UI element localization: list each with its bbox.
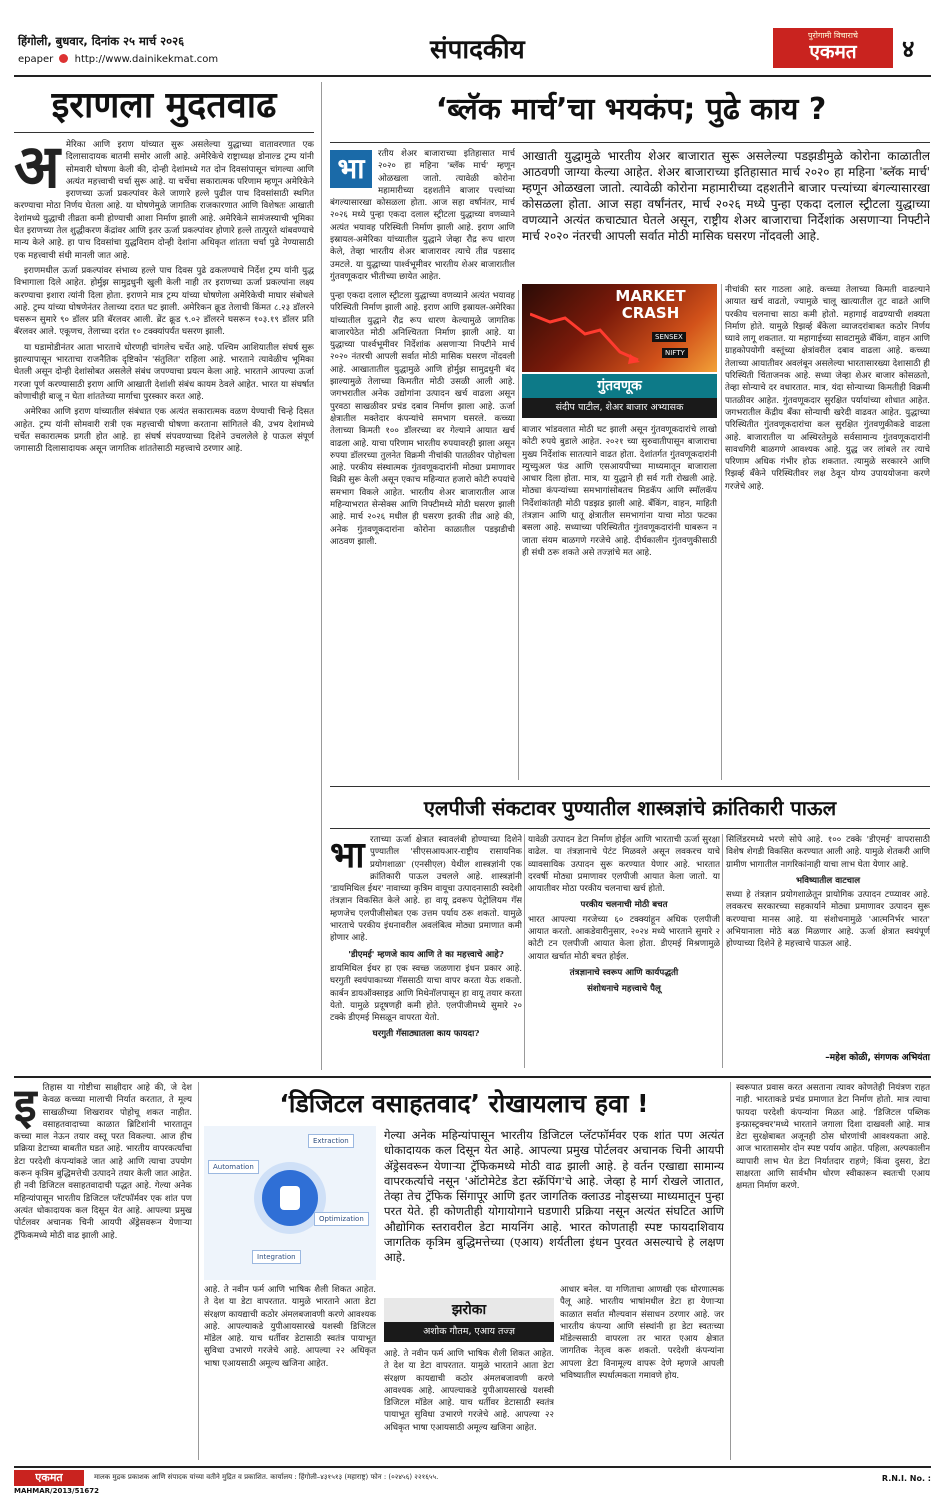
logo-tagline: पुरोगामी विचाराचे bbox=[808, 31, 858, 40]
digital-mid-text-2: आधार बनेल. या गणिताचा आणखी एक धोरणात्मक पैलू आहे. भारतीय भाषांमधील डेटा हा येणाऱ्या काळात सर्वात मौल्यवान संसाधन ठरणार आहे. जर भारतीय कंपन्या आणि संस्थांनी हा डेटा स्वतःच्या मॉडेल्ससाठी वापरला तर भारत एआय क्षेत्रात जागतिक नेतृत्व करू शकतो. परदेशी कंपन्यांना आपला डेटा विनामूल्य वापरू देणे म्हणजे आपली भविष्यातील स्पर्धात्मकता गमावणे होय. bbox=[560, 1285, 724, 1382]
data-flow-illustration bbox=[204, 1126, 376, 1280]
digital-byline: अशोक गौतम, एआय तज्ज्ञ bbox=[384, 1322, 554, 1342]
main-headline: ‘ब्लॅक मार्च’चा भयकंप; पुढे काय ? bbox=[435, 92, 827, 127]
digital-left-text: तिहास या गोष्टीचा साक्षीदार आहे की, जे देश केवळ कच्च्या मालाची निर्यात करतात, ते मूल्य साखळीच्या शिखरावर पोहोचू शकत नाहीत. वसाहतवादाच्या काळात ब्रिटिशांनी भारतातून कच्चा माल नेऊन तयार वस्तू परत विकल्या. आज हीच प्रक्रिया डेटाच्या बाबतीत घडत आहे. भारतीय वापरकर्त्यांचा डेटा परदेशी कंपन्यांकडे जात आहे आणि त्याचा उपयोग करून कृत्रिम बुद्धिमत्तेची उत्पादने तयार केली जात आहेत. ही नवी डिजिटल वसाहतवादाची पद्धत आहे. गेल्या अनेक महिन्यांपासून भारतीय डिजिटल प्लॅटफॉर्मवर एक शांत पण अत्यंत धोकादायक कल दिसून येत आहे. आपल्या प्रमुख पोर्टलवर अचानक चिनी आयपी ॲड्रेसवरून येणाऱ्या ट्रॅफिकमध्ये मोठी वाढ झाली आहे. bbox=[14, 1083, 192, 1241]
editorial-paragraph-3: या घडामोडीनंतर आता भारताचे धोरणही चांगलेच चर्चेत आहे. पश्चिम आशियातील संघर्ष सुरू झाल्यापासून भारताचा राजनैतिक दृष्टिकोन 'संतुलित' राहिला आहे. भारताने त्यावेळीच भूमिका घेतली असून दोन्ही देशांसोबत असलेले संबंध जपण्याचा प्रयत्न केला आहे. भारताने आपल्या ऊर्जा गरजा पूर्ण करण्यासाठी इराण आणि आखाती देशांशी संबंध कायम ठेवले आहेत. भारत या संघर्षात कोणाचीही बाजू न घेता शांततेच्या मार्गाचा पुरस्कार करत आहे. bbox=[14, 342, 314, 402]
science-col3-text: सिलिंडरमध्ये भरणे सोपे आहे. १०० टक्के 'डीएमई' वापरासाठी विशेष शेगडी विकसित करण्यात आली आहे. यामुळे शेतकरी आणि ग्रामीण भागातील नागरिकांनाही याचा लाभ घेता येणार आहे. bbox=[726, 835, 930, 870]
main-byline: संदीप पाटील, शेअर बाजार अभ्यासक bbox=[522, 398, 717, 418]
digital-dropcap: इ bbox=[14, 1082, 37, 1132]
digital-right-text: स्वरूपात प्रवास करत असताना त्यावर कोणतेही नियंत्रण राहत नाही. भारताकडे प्रचंड प्रमाणात डेटा निर्माण होतो. मात्र त्याचा फायदा परदेशी कंपन्यांना मिळत आहे. 'डिजिटल पब्लिक इन्फ्रास्ट्रक्चर'मध्ये भारताने जगाला दिशा दाखवली आहे. मात्र डेटा सुरक्षेबाबत अजूनही ठोस धोरणांची आवश्यकता आहे. आज भारतासमोर दोन स्पष्ट पर्याय आहेत. पहिला, अल्पकालीन व्यापारी लाभ घेत डेटा निर्यातदार राहणे; किंवा दुसरा, डेटा साक्षरता आणि सार्वभौम धोरण स्वीकारून स्वतःची एआय क्षमता निर्माण करणे. bbox=[736, 1083, 930, 1192]
market-crash-text: MARKET CRASH bbox=[615, 287, 686, 322]
science-subhead-3: परकीय चलनाची मोठी बचत bbox=[580, 900, 668, 911]
digital-right-column bbox=[736, 1082, 930, 1460]
main-column-2 bbox=[522, 424, 717, 780]
digital-headline: ‘डिजिटल वसाहतवाद’ रोखायलाच हवा ! bbox=[279, 1089, 649, 1118]
science-col1b-text: डायमिथिल ईथर हा एक स्वच्छ जळणारा इंधन प्रकार आहे. घरगुती स्वयंपाकाच्या गॅससाठी याचा वापर करता येऊ शकतो. कार्बन डायऑक्साइड आणि मिथेनॉलपासून हा वायू तयार करता येतो. यामुळे प्रदूषणही कमी होते. एलपीजीमध्ये सुमारे २० टक्के डीएमई मिसळून वापरता येतो. bbox=[330, 963, 522, 1024]
falling-chart-icon bbox=[530, 304, 640, 364]
digital-column-label: झरोका bbox=[384, 1298, 554, 1322]
digital-divider-right bbox=[730, 1082, 731, 1460]
main-column-label: गुंतवणूक bbox=[522, 374, 717, 398]
market-crash-image bbox=[522, 284, 717, 372]
epaper-globe-icon bbox=[59, 54, 68, 63]
editorial-dropcap: अ bbox=[14, 139, 60, 202]
main-headline-rule bbox=[330, 142, 930, 143]
masthead-logo bbox=[773, 28, 893, 68]
digital-lead: गेल्या अनेक महिन्यांपासून भारतीय डिजिटल प्लॅटफॉर्मवर एक शांत पण अत्यंत धोकादायक कल दिसून येत आहे. आपल्या प्रमुख पोर्टलवर अचानक चिनी आयपी ॲड्रेसवरून येणाऱ्या ट्रॅफिकमध्ये मोठी वाढ झाली आहे. हे वर्तन एखाद्या सामान्य वापरकर्त्याचे नसून 'ऑटोमेटेड डेटा स्क्रॅपिंग'चे आहे. जेव्हा हे मार्ग रोखले जातात, तेव्हा तेच ट्रॅफिक सिंगापूर आणि इतर जागतिक क्लाउड नोड्सच्या माध्यमातून पुन्हा परत येते. ही कोणतीही योगायोगाने घडणारी प्रक्रिया नसून अत्यंत संघटित आणि औद्योगिक स्तरावरील डेटा मायनिंग आहे. भारत कोणताही स्पष्ट फायदाशिवाय जागतिक कृत्रिम बुद्धिमत्तेच्या (एआय) शर्यतीला इंधन पुरवत असल्याचे हे लक्षण आहे. bbox=[384, 1128, 724, 1265]
editorial-headline: इराणला मुदतवाढ bbox=[14, 80, 314, 133]
footer-logo: एकमत bbox=[14, 1470, 84, 1486]
digital-mid-text-1: आहे. ते नवीन फर्म आणि भाषिक शैली शिकत आहेत. ते देश या डेटा वापरतात. यामुळे भारताने आता डेटा संरक्षण कायद्याची कठोर अंमलबजावणी करणे आवश्यक आहे. आपल्याकडे युपीआयसारखे यशस्वी डिजिटल मॉडेल आहे. याच धर्तीवर डेटासाठी स्वतंत्र पायाभूत सुविधा उभारणे गरजेचे आहे. आपल्या २२ अधिकृत भाषा एआयसाठी अमूल्य खजिना आहेत. bbox=[204, 1285, 376, 1369]
science-column-2 bbox=[528, 834, 720, 1068]
editorial-paragraph-1: मेरिका आणि इराण यांच्यात सुरू असलेल्या युद्धाच्या वातावरणात एक दिलासादायक बातमी समोर आली आहे. अमेरिकेचे राष्ट्राध्यक्ष डोनाल्ड ट्रम्प यांनी सोमवारी घोषणा केली की, दोन्ही देशांमध्ये गत दोन दिवसांपासून चांगल्या आणि अत्यंत महत्त्वाची चर्चा सुरू आहे. या चर्चेचा सकारात्मक परिणाम म्हणून अमेरिकेने इराणच्या ऊर्जा प्रकल्पांवर केले जाणारे हल्ले पुढील पाच दिवसांसाठी स्थगित करण्याचा मोठा निर्णय घेतला आहे. या घोषणेमुळे जागतिक राजकारणात आणि विशेषतः आखाती देशांमध्ये युद्धाची तीव्रता कमी होण्याची आशा निर्माण झाली आहे. अमेरिकेने सामंजस्याची भूमिका घेत इराणच्या तेल शुद्धीकरण केंद्रांवर आणि इतर ऊर्जा प्रकल्पांवर होणारे हल्ले तात्पुरते थांबवण्याचे मान्य केले आहे. हा पाच दिवसांचा युद्धविराम दोन्ही देशांना अधिकृत शांतता चर्चा पुढे नेण्यासाठी एक महत्त्वाची संधी मानली जात आहे. bbox=[14, 140, 314, 261]
science-subhead-6: भविष्यातील वाटचाल bbox=[795, 875, 861, 886]
main-column-2-text: बाजार भांडवलात मोठी घट झाली असून गुंतवणूकदारांचे लाखो कोटी रुपये बुडाले आहेत. २०२१ च्या सुरुवातीपासून बाजाराचा मुख्य निर्देशांक सातत्याने वाढत होता. देशांतर्गत गुंतवणूकदारांनी म्युच्युअल फंड आणि एसआयपीच्या माध्यमातून बाजाराला आधार दिला होता. मात्र, या युद्धाने ही सर्व गती रोखली आहे. मोठ्या कंपन्यांच्या समभागांसोबतच मिडकॅप आणि स्मॉलकॅप निर्देशांकांतही मोठी पडझड झाली आहे. बँकिंग, वाहन, माहिती तंत्रज्ञान आणि धातू क्षेत्रातील समभागांना याचा मोठा फटका बसला आहे. सध्याच्या परिस्थितीत गुंतवणूकदारांनी घाबरून न जाता संयम बाळगणे गरजेचे आहे. दीर्घकालीन गुंतवणुकीसाठी ही संधी ठरू शकते असे तज्ज्ञांचे मत आहे. bbox=[522, 425, 717, 558]
page-number: ४ bbox=[902, 35, 915, 63]
label-extraction: Extraction bbox=[308, 1134, 354, 1148]
science-byline: –महेश कोळी, संगणक अभियंता bbox=[825, 1053, 930, 1063]
main-column-1-text: पुन्हा एकदा दलाल स्ट्रीटला युद्धाच्या वणव्याने अत्यंत भयावह परिस्थिती निर्माण झाली आहे. इराण आणि इस्रायल-अमेरिका यांच्यातील युद्धाने रौद्र रूप धारण केल्यामुळे जागतिक बाजारपेठेत मोठी अनिश्चितता निर्माण झाली आहे. या युद्धाच्या पार्श्वभूमीवर निर्देशांक असणाऱ्या निफ्टीने मार्च २०२० नंतरची आपली सर्वात मोठी मासिक घसरण नोंदवली आहे. आखातातील युद्धामुळे आणि होर्मुझ सामुद्रधुनी बंद झाल्यामुळे तेलाच्या किमतीत मोठी उसळी आली आहे. जगभरातील अनेक उद्योगांना उत्पादन खर्च वाढला असून पुरवठा साखळीवर प्रचंड दबाव निर्माण झाला आहे. ऊर्जा क्षेत्रातील मक्तेदार कंपन्यांचे समभाग घसरले. कच्च्या तेलाच्या किमती १०० डॉलरच्या वर गेल्याने आयात खर्च वाढला आहे. याचा परिणाम भारतीय रुपयावरही झाला असून रुपया डॉलरच्या तुलनेत विक्रमी नीचांकी पातळीवर पोहोचला आहे. परकीय संस्थात्मक गुंतवणूकदारांनी मोठ्या प्रमाणावर विक्री सुरू केली असून एकाच महिन्यात हजारो कोटी रुपयांचे समभाग विकले आहेत. भारतीय शेअर बाजारातील आज महिन्याभरात सेन्सेक्स आणि निफ्टीमध्ये मोठी घसरण झाली आहे. मार्च २०२६ मधील ही घसरण इतकी तीव्र आहे की, अनेक गुंतवणूकदारांना कोरोना काळातील पडझडीची आठवण झाली. bbox=[330, 291, 515, 547]
epaper-line bbox=[18, 54, 338, 65]
science-col2-text: यावेळी उत्पादन डेटा निर्माण होईल आणि भारताची ऊर्जा सुरक्षा वाढेल. या तंत्रज्ञानाचे पेटंट मिळवले असून लवकरच याचे व्यावसायिक उत्पादन सुरू करण्यात येणार आहे. भारतात दरवर्षी मोठ्या प्रमाणावर एलपीजी आयात केला जातो. या आयातीवर मोठा परकीय चलनाचा खर्च होतो. bbox=[528, 835, 720, 895]
database-icon bbox=[280, 1186, 300, 1210]
science-headline: एलपीजी संकटावर पुण्यातील शास्त्रज्ञांचे क्रांतिकारी पाऊल bbox=[423, 796, 837, 820]
digital-left-column bbox=[14, 1082, 192, 1460]
main-bottom-rule bbox=[330, 786, 930, 787]
masthead bbox=[0, 0, 945, 76]
dateline: हिंगोली, बुधवार, दिनांक २५ मार्च २०२६ bbox=[18, 34, 185, 48]
section-title: संपादकीय bbox=[430, 35, 525, 65]
science-subhead-5: संशोधनाचे महत्त्वाचे पैलू bbox=[587, 984, 661, 995]
masthead-rule bbox=[14, 75, 931, 77]
science-column-3 bbox=[726, 834, 930, 1044]
footer-imprint: मालक मुद्रक प्रकाशक आणि संपादक यांच्या वतीने मुद्रित व प्रकाशित. कार्यालय : हिंगोली–४३१५१३ (महाराष्ट्र) फोन : (०२४५६) २२१६५५. bbox=[94, 1473, 439, 1481]
science-divider-2 bbox=[722, 834, 723, 1068]
science-subhead-4: तंत्रज्ञानाचे स्वरूप आणि कार्यपद्धती bbox=[569, 967, 679, 978]
nifty-tag: NIFTY bbox=[662, 348, 688, 358]
main-column-3 bbox=[725, 284, 930, 780]
logo-name: एकमत bbox=[809, 41, 857, 63]
science-divider-1 bbox=[524, 834, 525, 1068]
science-column-1 bbox=[330, 834, 522, 1068]
epaper-url[interactable]: http://www.dainikekmat.com bbox=[74, 54, 219, 65]
science-headline-rule bbox=[330, 828, 930, 829]
digital-mid-text-1b: आहे. ते नवीन फर्म आणि भाषिक शैली शिकत आहेत. ते देश या डेटा वापरतात. यामुळे भारताने आता डेटा संरक्षण कायद्याची कठोर अंमलबजावणी करणे आवश्यक आहे. आपल्याकडे युपीआयसारखे यशस्वी डिजिटल मॉडेल आहे. याच धर्तीवर डेटासाठी स्वतंत्र पायाभूत सुविधा उभारणे गरजेचे आहे. आपल्या २२ अधिकृत भाषा एआयसाठी अमूल्य खजिना आहेत. bbox=[384, 1349, 554, 1433]
main-column-label-box bbox=[522, 374, 717, 420]
editorial-paragraph-4: अमेरिका आणि इराण यांच्यातील संबंधात एक अत्यंत सकारात्मक वळण येण्याची चिन्हे दिसत आहेत. ट्रम्प यांनी सोमवारी रात्री एक महत्त्वाची घोषणा करताना सांगितले की, उभय देशांमध्ये चर्चेत सकारात्मक प्रगती होत आहे. हा संघर्ष संपवण्याच्या दिशेने उचललेले हे पाऊल संपूर्ण जगासाठी दिलासादायक असून जागतिक शांततेसाठी महत्त्वाचे ठरणार आहे. bbox=[14, 407, 314, 455]
science-subhead-1: 'डीएमई' म्हणजे काय आणि ते का महत्त्वाचे आहे? bbox=[348, 949, 504, 960]
footer-reg: MAHMAR/2013/51672 bbox=[14, 1487, 99, 1495]
main-dropbox: भा bbox=[330, 150, 372, 188]
sensex-tag: SENSEX bbox=[652, 332, 686, 342]
main-intro-column bbox=[330, 148, 515, 288]
footer bbox=[14, 1470, 931, 1496]
epaper-label: epaper bbox=[18, 54, 54, 65]
editorial-iran bbox=[14, 80, 314, 1080]
label-integration: Integration bbox=[252, 1250, 301, 1264]
science-col1-text: रताच्या ऊर्जा क्षेत्रात स्वावलंबी होण्याच्या दिशेने पुण्यातील 'सीएसआयआर-राष्ट्रीय रासायनिक प्रयोगशाळा' (एनसीएल) येथील शास्त्रज्ञांनी एक क्रांतिकारी पाऊल उचलले आहे. शास्त्रज्ञांनी 'डायमिथिल ईथर' नावाच्या कृत्रिम वायूचा उत्पादनासाठी स्वदेशी तंत्रज्ञान विकसित केले आहे. हा वायू द्रवरूप पेट्रोलियम गॅस म्हणजेच एलपीजीसोबत एक उत्तम पर्याय ठरू शकतो. यामुळे भारताचे परकीय इंधनावरील अवलंबित्व मोठ्या प्रमाणात कमी होणार आहे. bbox=[330, 835, 522, 944]
editorial-paragraph-2: इराणमधील ऊर्जा प्रकल्पांवर संभाव्य हल्ले पाच दिवस पुढे ढकलण्याचे निर्देश ट्रम्प यांनी युद्ध विभागाला दिले आहेत. होर्मुझ सामुद्रधुनी खुली केली नाही तर इराणच्या ऊर्जा प्रकल्पांना लक्ष्य करण्याचा इशारा त्यांनी दिला होता. इराणने मात्र ट्रम्प यांच्या घोषणेला अमेरिकेची माघार संबोधले आहे. ट्रम्प यांच्या घोषणेनंतर तेलाच्या दरात घट झाली. अमेरिकन क्रूड तेलाची किंमत ८.२३ डॉलरने घसरून सुमारे ९० डॉलर प्रति बॅरलवर आली. ब्रेंट क्रूड ९.०२ डॉलरने घसरून १०३.१९ डॉलर प्रति बॅरलवर आले. एकूणच, तेलाच्या दरांत १० टक्क्यांपर्यंत घसरण झाली. bbox=[14, 265, 314, 338]
main-column-1 bbox=[330, 290, 515, 780]
digital-mid-column-2 bbox=[560, 1284, 724, 1460]
main-col-divider-1 bbox=[518, 290, 519, 780]
label-optimization: Optimization bbox=[314, 1212, 369, 1226]
main-col-divider-2 bbox=[721, 284, 722, 780]
editorial-divider bbox=[321, 82, 322, 1070]
label-automation: Automation bbox=[208, 1160, 259, 1174]
science-subhead-2: घरगुती गॅसाठ्यातला काय फायदा? bbox=[372, 1029, 480, 1040]
footer-rni: R.N.I. No. : bbox=[881, 1474, 931, 1483]
digital-column-label-box bbox=[384, 1298, 554, 1344]
science-col3b-text: सध्या हे तंत्रज्ञान प्रयोगशाळेतून प्रायोगिक उत्पादन टप्प्यावर आहे. लवकरच सरकारच्या सहकार्याने मोठ्या प्रमाणावर उत्पादन सुरू करण्याचा मानस आहे. या संशोधनामुळे 'आत्मनिर्भर भारत' अभियानाला मोठे बळ मिळणार आहे. ऊर्जा क्षेत्रात स्वयंपूर्ण होण्याच्या दिशेने हे महत्त्वाचे पाऊल आहे. bbox=[726, 890, 930, 950]
footer-rule bbox=[14, 1466, 931, 1468]
digital-mid-column-1b bbox=[384, 1348, 554, 1460]
digital-mid-column-1 bbox=[204, 1284, 376, 1460]
science-col2b-text: भारत आपल्या गरजेच्या ६० टक्क्यांहून अधिक एलपीजी आयात करतो. आकडेवारीनुसार, २०२४ मध्ये भारताने सुमारे २ कोटी टन एलपीजी आयात केला होता. डीएमई मिश्रणामुळे आयात खर्चात मोठी बचत होईल. bbox=[528, 914, 720, 962]
page-mid-rule bbox=[14, 1076, 931, 1078]
main-lead: आखाती युद्धामुळे भारतीय शेअर बाजारात सुरू असलेल्या पडझडीमुळे कोरोना काळातील आठवणी जाग्या केल्या आहेत. शेअर बाजाराच्या इतिहासात मार्च २०२० हा महिना 'ब्लॅक मार्च' म्हणून ओळखला जातो. त्यावेळी कोरोना महामारीच्या दहशतीने बाजार पत्त्यांच्या बंगल्यासारखा कोसळला होता. आज सहा वर्षांनंतर, मार्च २०२६ मध्ये पुन्हा एकदा दलाल स्ट्रीटला युद्धाच्या वणव्याने अत्यंत कचाट्यात घेतले असून, राष्ट्रीय शेअर बाजाराचा निर्देशांक असणाऱ्या निफ्टीने मार्च २०२० नंतरची आपली सर्वात मोठी मासिक घसरण नोंदवली आहे. bbox=[522, 149, 930, 243]
main-intro-text: रतीय शेअर बाजाराच्या इतिहासात मार्च २०२० हा महिना 'ब्लॅक मार्च' म्हणून ओळखला जातो. त्यावेळी कोरोना महामारीच्या दहशतीने बाजार पत्त्यांच्या बंगल्यासारखा कोसळला होता. आज सहा वर्षांनंतर, मार्च २०२६ मध्ये पुन्हा एकदा दलाल स्ट्रीटला युद्धाच्या वणव्याने अत्यंत भयावह परिस्थिती निर्माण झाली आहे. इराण आणि इस्रायल-अमेरिका यांच्यातील युद्धाने जेव्हा रौद्र रूप धारण केले, तेव्हा भारतीय शेअर बाजारावर त्याचे तीव्र पडसाद उमटले. या युद्धाच्या पार्श्वभूमीवर भारतीय शेअर बाजारातील गुंतवणूकदार भीतीच्या छायेत आहेत. bbox=[330, 149, 515, 282]
digital-divider-left bbox=[198, 1082, 199, 1460]
main-column-3-text: नीचांकी स्तर गाठला आहे. कच्च्या तेलाच्या किमती वाढल्याने आयात खर्च वाढतो, ज्यामुळे चालू खात्यातील तूट वाढते आणि परकीय चलनाचा साठा कमी होतो. महागाई वाढण्याची शक्यता निर्माण होते. यामुळे रिझर्व्ह बँकेला व्याजदरांबाबत कठोर निर्णय घ्यावे लागू शकतात. या महागाईच्या सावटामुळे बँकिंग, वाहन आणि ग्राहकोपयोगी वस्तूंच्या क्षेत्रांवरील दबाव वाढला आहे. कच्च्या तेलाच्या आयातीवर अवलंबून असलेल्या भारतासारख्या देशासाठी ही परिस्थिती चिंताजनक आहे. सध्या जेव्हा शेअर बाजार कोसळतो, तेव्हा सोन्याचे दर वधारतात. मात्र, यंदा सोन्याच्या किमतीही विक्रमी पातळीवर आहेत. गुंतवणूकदार सुरक्षित पर्यायांच्या शोधात आहेत. जगभरातील केंद्रीय बँका सोन्याची खरेदी वाढवत आहेत. युद्धाच्या परिस्थितीत गुंतवणूकदारांचा कल सुरक्षित गुंतवणुकीकडे वाढला आहे. बाजारातील या अस्थिरतेमुळे सर्वसामान्य गुंतवणूकदारांनी सावधगिरी बाळगणे आवश्यक आहे. युद्ध जर लांबले तर त्याचे परिणाम अधिक गंभीर होऊ शकतात. त्यामुळे सरकारने आणि रिझर्व्ह बँकेने परिस्थितीवर लक्ष ठेवून योग्य उपाययोजना करणे गरजेचे आहे. bbox=[725, 285, 930, 492]
editorial-body bbox=[14, 139, 314, 1069]
science-dropbox: भा bbox=[330, 834, 365, 876]
